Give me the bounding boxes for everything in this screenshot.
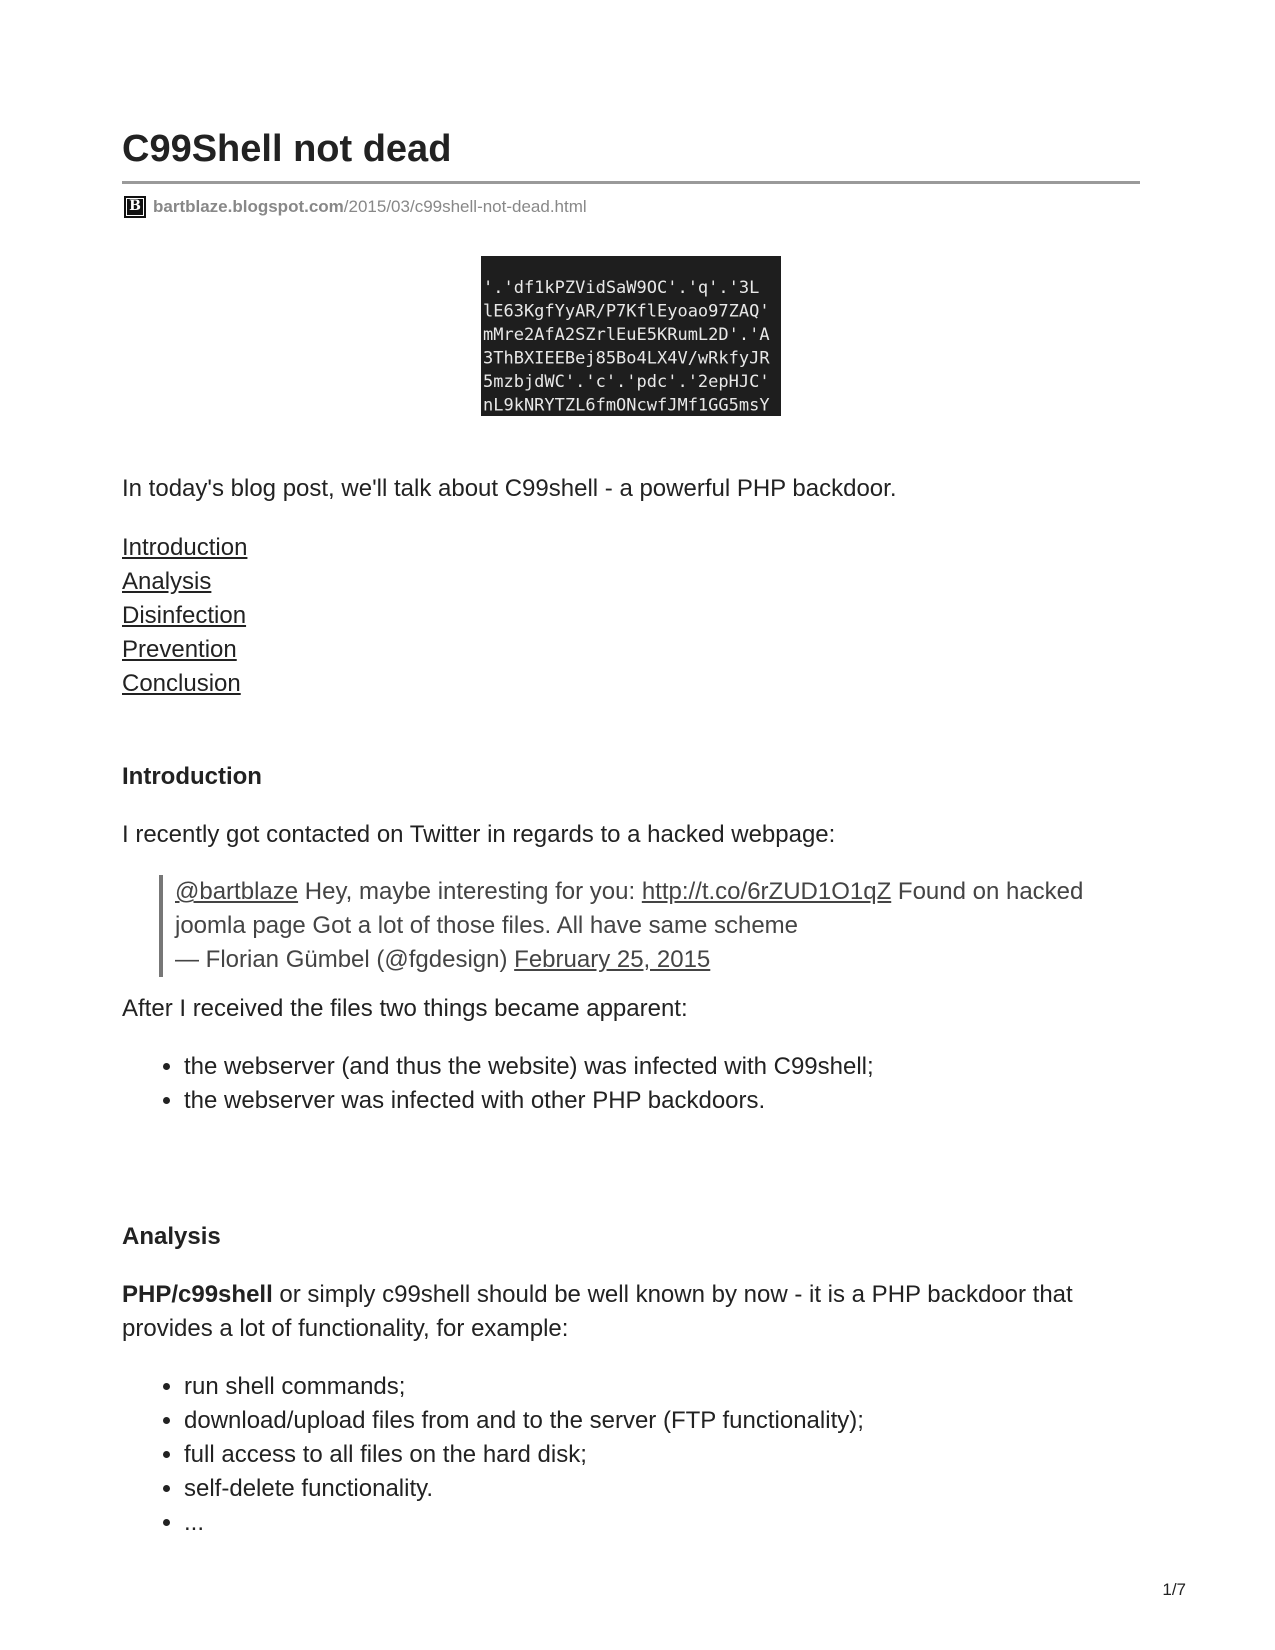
source-domain: bartblaze.blogspot.com <box>153 197 344 216</box>
list-item: • the webserver was infected with other PHP backdoors. <box>184 1084 874 1118</box>
title-divider <box>122 181 1140 184</box>
blogger-icon <box>124 196 146 218</box>
infection-list <box>122 1050 874 1118</box>
code-line: 3ThBXIEEBej85Bo4LX4V/wRkfyJR <box>483 348 770 369</box>
after-files-paragraph: After I received the files two things became apparent: <box>122 995 688 1022</box>
toc-item <box>122 565 247 599</box>
tweet-mention-link[interactable]: @bartblaze <box>175 878 299 905</box>
tweet-author: — Florian Gümbel (@fgdesign) <box>175 946 515 973</box>
intro-paragraph: In today's blog post, we'll talk about C99shell - a powerful PHP backdoor. <box>122 475 897 502</box>
tweet-date-link[interactable]: February 25, 2015 <box>514 946 711 973</box>
toc-link-prevention[interactable]: Prevention <box>122 636 237 663</box>
tweet-attribution <box>175 943 1155 977</box>
tweet-quote <box>159 875 1155 977</box>
code-line: nL9kNRYTZL6fmONcwfJMf1GG5msY <box>483 395 770 416</box>
list-item: • the webserver (and thus the website) was infected with C99shell; <box>184 1050 874 1084</box>
toc-item <box>122 667 247 701</box>
functionality-list <box>122 1370 864 1540</box>
section-heading-introduction: Introduction <box>122 763 262 790</box>
list-item: • self-delete functionality. <box>184 1472 864 1506</box>
tweet-text-after-link: Found on hacked <box>891 878 1084 905</box>
toc-link-conclusion[interactable]: Conclusion <box>122 670 241 697</box>
analysis-paragraph <box>122 1278 1142 1346</box>
code-screenshot-image <box>481 256 781 416</box>
article-title: C99Shell not dead <box>122 128 452 170</box>
code-screenshot-svg <box>481 256 781 416</box>
section-heading-analysis: Analysis <box>122 1223 221 1250</box>
toc-link-disinfection[interactable]: Disinfection <box>122 602 247 629</box>
page-number: 1/7 <box>1162 1580 1186 1599</box>
tweet-line-1 <box>175 875 1155 909</box>
blogger-icon-letter: B <box>126 198 144 216</box>
toc-item <box>122 531 247 565</box>
introduction-paragraph: I recently got contacted on Twitter in regards to a hacked webpage: <box>122 821 836 848</box>
analysis-bold-term: PHP/c99shell <box>122 1281 273 1308</box>
list-item: • full access to all files on the hard disk; <box>184 1438 864 1472</box>
list-item: • ... <box>184 1506 864 1540</box>
toc-item <box>122 599 247 633</box>
tweet-url-link[interactable]: http://t.co/6rZUD1O1qZ <box>641 878 892 905</box>
tweet-line-2: joomla page Got a lot of those files. All have same scheme <box>175 912 799 939</box>
toc-item <box>122 633 247 667</box>
list-item: • download/upload files from and to the server (FTP functionality); <box>184 1404 864 1438</box>
code-line: 5mzbjdWC'.'c'.'pdc'.'2epHJC' <box>483 372 770 392</box>
code-line: lE63KgfYyAR/P7KflEyoao97ZAQ' <box>483 301 770 322</box>
analysis-text-line1: or simply c99shell should be well known by now - it is a PHP backdoor that <box>272 1281 1073 1308</box>
source-url[interactable] <box>124 196 587 218</box>
tweet-text-before-link: Hey, maybe interesting for you: <box>298 878 642 905</box>
table-of-contents <box>122 531 247 701</box>
code-line: mMre2AfA2SZrlEuE5KRumL2D'.'A <box>483 325 770 345</box>
code-line: '.'df1kPZVidSaW9OC'.'q'.'3L <box>483 278 760 298</box>
source-path: /2015/03/c99shell-not-dead.html <box>343 197 587 216</box>
toc-link-analysis[interactable]: Analysis <box>122 568 212 595</box>
toc-link-introduction[interactable]: Introduction <box>122 534 248 561</box>
analysis-text-line2: provides a lot of functionality, for example: <box>122 1315 569 1342</box>
list-item: • run shell commands; <box>184 1370 864 1404</box>
